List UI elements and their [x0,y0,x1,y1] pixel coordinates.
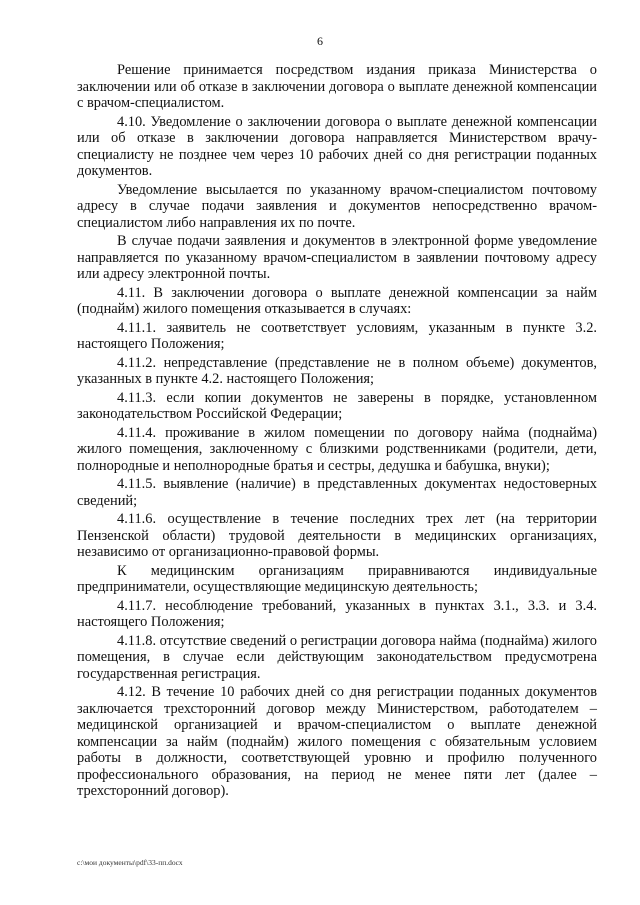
paragraph: 4.11.8. отсутствие сведений о регистрации договора найма (поднайма) жилого помещения, в случае если действующим законодательством предусмотрена государственная регистрация. [77,632,597,682]
paragraph: В случае подачи заявления и документов в электронной форме уведомление направляется по указанному врачом-специалистом в заявлении почтовому адресу или адресу электронной почты. [77,233,597,282]
footer-file-path: c:\мои документы\pdf\33-пп.docx [77,858,183,867]
document-body [77,62,597,802]
paragraph: 4.11.2. непредставление (представление не в полном объеме) документов, указанных в пункте 4.2. настоящего Положения; [77,354,597,387]
paragraph: 4.11. В заключении договора о выплате денежной компенсации за найм (поднайм) жилого помещения отказывается в случаях: [77,284,597,317]
page-number: 6 [317,34,323,48]
paragraph: Решение принимается посредством издания приказа Министерства о заключении или об отказе в заключении договора о выплате денежной компенсации с врачом-специалистом. [77,62,597,111]
paragraph: 4.11.3. если копии документов не заверены в порядке, установленном законодательством Российской Федерации; [77,389,597,422]
paragraph: К медицинским организациям приравниваются индивидуальные предприниматели, осуществляющие медицинскую деятельность; [77,562,597,595]
paragraph: 4.11.7. несоблюдение требований, указанных в пунктах 3.1., 3.3. и 3.4. настоящего Положения; [77,597,597,630]
paragraph: 4.12. В течение 10 рабочих дней со дня регистрации поданных документов заключается трехсторонний договор между Министерством, работодателем – медицинской организацией и врачом-специалистом о выплате денежной компенсации за найм (поднайм) жилого помещения с обязательным условием работы в должности, соответствующей уровню и профилю полученного профессионального образования, на период не менее пяти лет (далее – трехсторонний договор). [77,684,597,799]
paragraph: 4.10. Уведомление о заключении договора о выплате денежной компенсации или об отказе в заключении договора направляется Министерством врачу-специалисту не позднее чем через 10 рабочих дней со дня регистрации поданных документов. [77,113,597,179]
paragraph: 4.11.4. проживание в жилом помещении по договору найма (поднайма) жилого помещения, заключенному с близкими родственниками (родители, дети, полнородные и неполнородные братья и сестры, дедушка и бабушка, внуки); [77,424,597,474]
paragraph: 4.11.6. осуществление в течение последних трех лет (на территории Пензенской области) трудовой деятельности в медицинских организациях, независимо от организационно-правовой формы. [77,511,597,560]
paragraph: 4.11.1. заявитель не соответствует условиям, указанным в пункте 3.2. настоящего Положения; [77,319,597,352]
paragraph: Уведомление высылается по указанному врачом-специалистом почтовому адресу в случае подачи заявления и документов непосредственно врачом-специалистом либо направления их по почте. [77,181,597,231]
paragraph: 4.11.5. выявление (наличие) в представленных документах недостоверных сведений; [77,476,597,509]
